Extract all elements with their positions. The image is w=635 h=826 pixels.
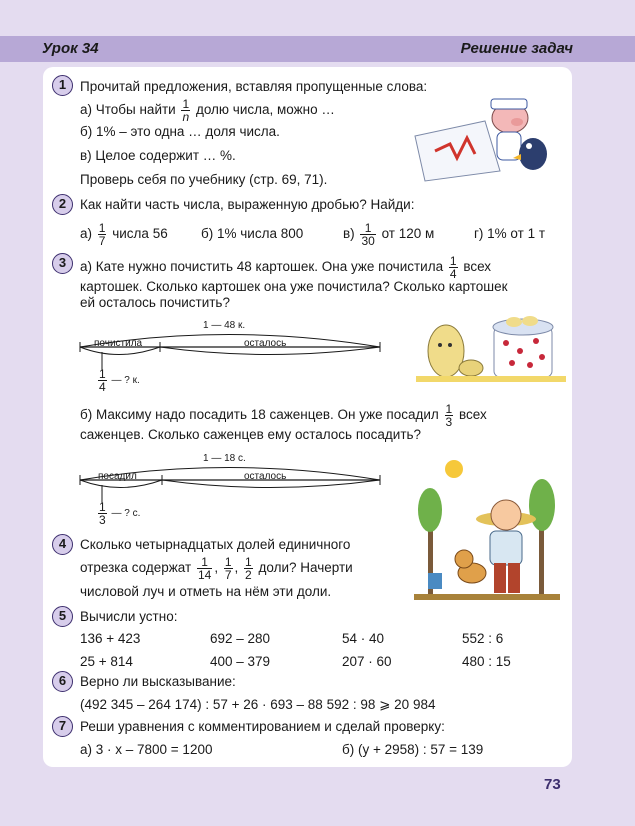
task-2-c — [343, 222, 434, 247]
task-3-b-text: б) Максиму надо посадить 18 саженцев. Он уже посадил — [80, 407, 439, 423]
task-6-expression: (492 345 – 264 174) : 57 + 26 · 693 – 88 592 : 98 ⩾ 20 984 — [80, 697, 436, 712]
task-4-line1: Сколько четырнадцатых долей единичного — [80, 537, 351, 552]
potato-pot-illustration — [416, 313, 566, 385]
diagram-b-part1: посадил — [98, 471, 137, 482]
fraction-1-3-diagram: $\frac{1}{3}$ — [99, 500, 106, 527]
diagram-a-part1: почистила — [94, 338, 143, 349]
fraction-1-14: $\frac{1}{14}$ — [197, 555, 212, 582]
diagram-b-question — [96, 501, 140, 526]
task-6-title: Верно ли высказывание: — [80, 674, 236, 689]
fraction-1-n: $\frac{1}{n}$ — [182, 97, 190, 124]
task-7-b: б) (y + 2958) : 57 = 139 — [342, 742, 484, 757]
task-1-c: в) Целое содержит … %. — [80, 148, 236, 163]
task-1-a-text-end: долю числа, можно … — [195, 102, 335, 118]
page-number: 73 — [544, 776, 561, 793]
task-4-line2-text: отрезка содержат — [80, 560, 192, 576]
task-6-number: 6 — [52, 671, 73, 692]
task-2-a-text: числа 56 — [112, 226, 168, 242]
task-2-number: 2 — [52, 194, 73, 215]
diagram-a-question-text: — ? к. — [111, 375, 140, 387]
diagram-b-total: 1 — 18 с. — [203, 453, 246, 464]
task-4-line3: числовой луч и отметь на нём эти доли. — [80, 584, 332, 599]
task-5-r2-c3: 207 · 60 — [342, 654, 392, 669]
task-3-b-line2: саженцев. Сколько саженцев ему осталось посадить? — [80, 427, 422, 442]
task-3-number: 3 — [52, 253, 73, 274]
task-5-r1-c2: 692 – 280 — [210, 631, 271, 646]
pig-and-bird-illustration — [405, 96, 555, 186]
task-2-b: б) 1% числа 800 — [201, 226, 304, 241]
task-7-title: Реши уравнения с комментированием и сделай проверку: — [80, 719, 445, 734]
task-1-a — [80, 98, 335, 123]
task-7-a: а) 3 · x – 7800 = 1200 — [80, 742, 213, 757]
lesson-title: Урок 34 — [42, 40, 99, 57]
fraction-1-30: $\frac{1}{30}$ — [361, 221, 375, 248]
fraction-1-4: $\frac{1}{4}$ — [449, 254, 457, 281]
task-5-r2-c1: 25 + 814 — [80, 654, 133, 669]
diagram-b-question-text: — ? с. — [111, 508, 141, 520]
boy-gardening-illustration — [414, 455, 560, 607]
fraction-1-3: $\frac{1}{3}$ — [445, 402, 453, 429]
task-2-a — [80, 222, 168, 247]
task-1-intro: Прочитай предложения, вставляя пропущенные слова: — [80, 79, 428, 94]
task-2-c-text: от 120 м — [381, 226, 435, 242]
task-3-a-line1 — [80, 255, 491, 280]
task-5-r1-c3: 54 · 40 — [342, 631, 385, 646]
task-3-a-text: а) Кате нужно почистить 48 картошек. Она уже почистила — [80, 259, 444, 275]
task-3-a-line2: картошек. Сколько картошек она уже почистила? Сколько картошек — [80, 279, 508, 294]
task-3-a-text-end: всех — [463, 259, 492, 275]
task-1-check: Проверь себя по учебнику (стр. 69, 71). — [80, 172, 328, 187]
diagram-b-part2: осталось — [244, 471, 287, 482]
task-2-d: г) 1% от 1 т — [474, 226, 546, 241]
task-4-line2: отрезка содержат $\frac{1}{14}$ , $\frac{1}{7}$ , $\frac{1}{2}$ доли? Начерти — [80, 555, 353, 582]
task-3-b-text-end: всех — [459, 407, 487, 423]
task-3-b-line1 — [80, 403, 487, 428]
task-7-number: 7 — [52, 716, 73, 737]
fraction-1-7-task4: $\frac{1}{7}$ — [224, 555, 232, 582]
diagram-a-question — [96, 368, 140, 393]
task-1-number: 1 — [52, 75, 73, 96]
task-5-number: 5 — [52, 606, 73, 627]
task-5-r2-c2: 400 – 379 — [210, 654, 271, 669]
fraction-1-7: $\frac{1}{7}$ — [98, 221, 106, 248]
task-5-title: Вычисли устно: — [80, 609, 178, 624]
task-1-a-text: а) Чтобы найти — [80, 102, 176, 118]
task-2-question: Как найти часть числа, выраженную дробью? Найди: — [80, 197, 415, 212]
topic-title: Решение задач — [460, 40, 573, 57]
fraction-1-4-diagram: $\frac{1}{4}$ — [99, 367, 106, 394]
task-4-number: 4 — [52, 534, 73, 555]
task-4-line2-end: доли? Начерти — [258, 560, 353, 576]
diagram-a-part2: осталось — [244, 338, 287, 349]
diagram-a-total: 1 — 48 к. — [203, 320, 246, 331]
fraction-1-2: $\frac{1}{2}$ — [245, 555, 252, 582]
task-5-r1-c1: 136 + 423 — [80, 631, 141, 646]
task-2-c-label: в) — [343, 226, 355, 242]
task-2-a-label: а) — [80, 226, 93, 242]
task-3-a-line3: ей осталось почистить? — [80, 295, 230, 310]
task-5-r1-c4: 552 : 6 — [462, 631, 504, 646]
task-5-r2-c4: 480 : 15 — [462, 654, 511, 669]
task-1-b: б) 1% – это одна … доля числа. — [80, 124, 280, 139]
